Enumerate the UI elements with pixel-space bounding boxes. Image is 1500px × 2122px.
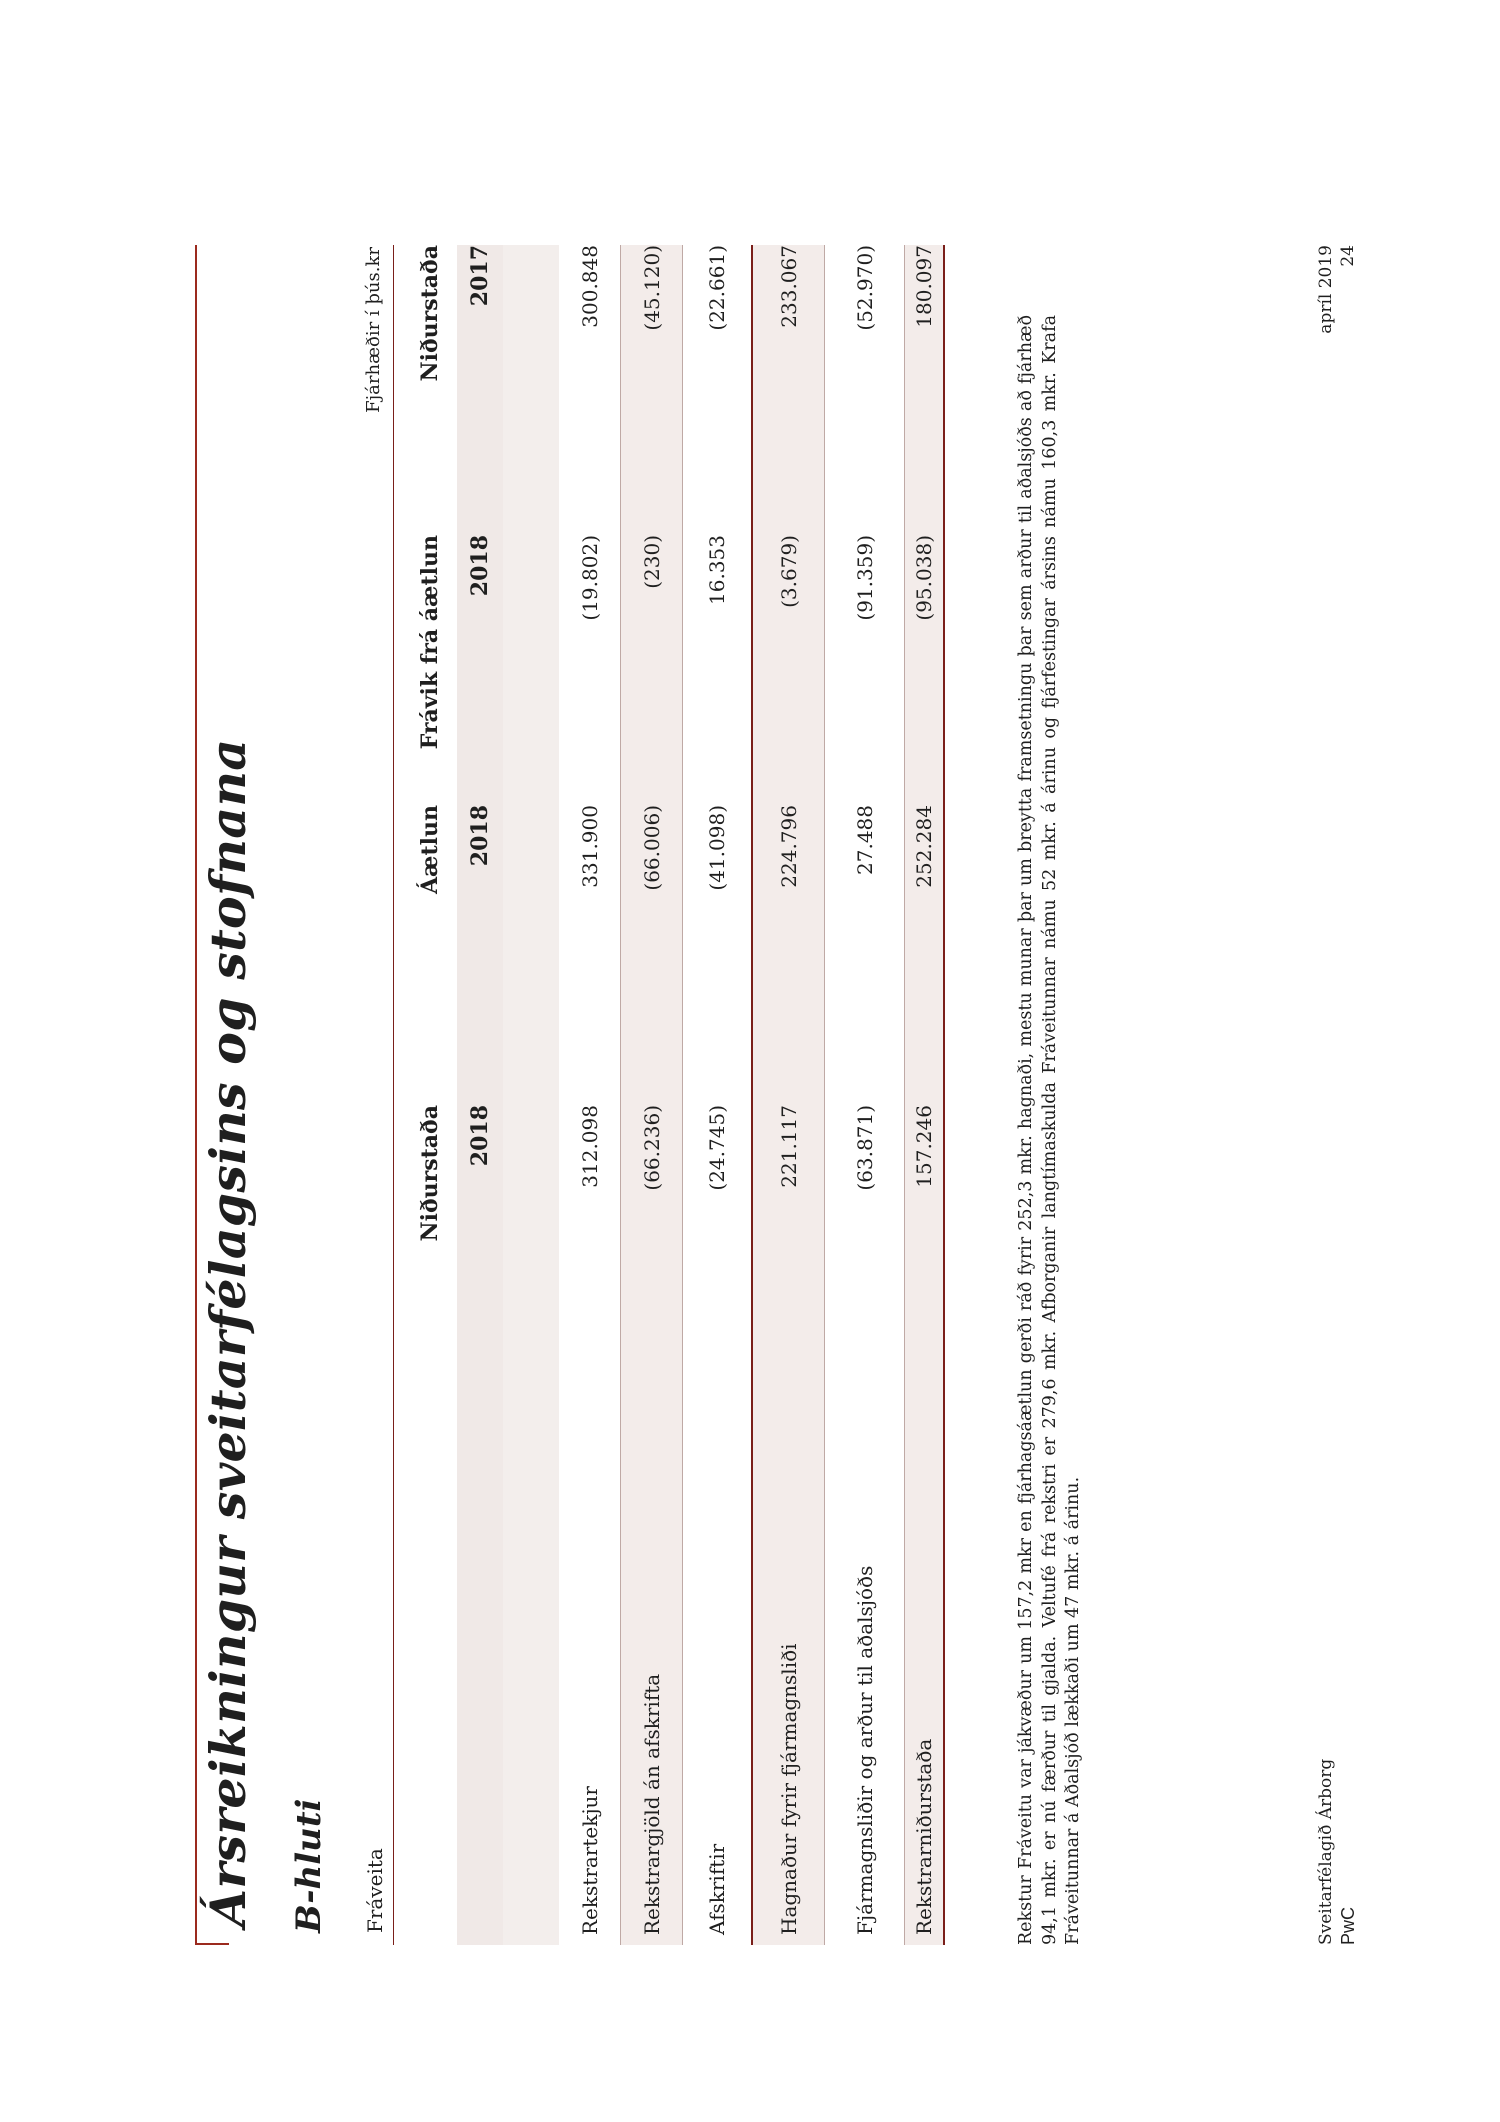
page-number: 24 (1338, 245, 1358, 267)
footer-organization: Sveitarfélagið Árborg (1316, 1758, 1336, 1945)
cell-value: (3.679) (776, 535, 801, 608)
header-fill-band (503, 245, 559, 1945)
cell-value: 224.796 (776, 805, 801, 888)
title-accent-rule (195, 1943, 229, 1945)
page-title: Ársreikningur sveitarfélagsins og stofnana (199, 738, 257, 1927)
cell-value: 331.900 (577, 805, 602, 888)
cell-value: (66.006) (639, 805, 664, 891)
cell-value: 221.117 (776, 1105, 801, 1188)
cell-value: 312.098 (577, 1105, 602, 1188)
commentary-paragraph: Rekstur Fráveitu var jákvæður um 157,2 mkr en fjárhagsáætlun gerði ráð fyrir 252,3 mkr. hagnaði, mestu munar þar um breytta framsetningu þar sem arður til aðalsjóðs að fjárhæð 94,1 mkr. er nú færður til gjalda. Veltufé frá rekstri er 279,6 mkr. Afborganir langtímaskulda Fráveitunnar námu 52 mkr. á árinu og fjárfestingar ársins námu 160,3 mkr. Krafa Fráveitunnar á Aðalsjóð lækkaði um 47 mkr. á árinu. (1016, 315, 1083, 1945)
table-row (825, 245, 905, 1945)
section-subtitle: B-hluti (289, 1798, 329, 1933)
table-row (905, 245, 945, 1945)
cell-value: (22.661) (705, 245, 729, 331)
cell-value: (63.871) (852, 1105, 877, 1191)
table-body (559, 245, 945, 1945)
table-row (683, 245, 753, 1945)
row-label: Rekstrarniðurstaða (912, 1738, 936, 1935)
footer-right (1315, 245, 1359, 334)
company-name: Fráveita (363, 1848, 387, 1933)
column-header-year: 2018 (467, 805, 493, 867)
row-label: Fjármagnsliðir og arður til aðalsjóðs (852, 1565, 877, 1935)
cell-value: 180.097 (912, 245, 936, 328)
cell-value: (45.120) (639, 245, 664, 331)
header-spacer (457, 1545, 503, 1945)
cell-value: 16.353 (705, 535, 729, 605)
title-rule (195, 245, 197, 1945)
row-label: Afskriftir (705, 1843, 729, 1935)
cell-value: 233.067 (776, 245, 801, 328)
column-header-year: 2018 (467, 535, 493, 597)
column-header-group: Niðurstaða (417, 1105, 443, 1242)
cell-value: 157.246 (912, 1105, 936, 1188)
footer-date: apríl 2019 (1316, 245, 1336, 334)
cell-value: (52.970) (852, 245, 877, 331)
cell-value: (24.745) (705, 1105, 729, 1191)
table-row (559, 245, 621, 1945)
cell-value: (41.098) (705, 805, 729, 891)
cell-value: 252.284 (912, 805, 936, 888)
unit-note: Fjárhæðir í þús.kr (363, 247, 384, 413)
cell-value: 27.488 (852, 805, 877, 875)
table-header-years (457, 245, 503, 1945)
column-header-group: Niðurstaða (417, 245, 443, 382)
column-header-year: 2018 (467, 1105, 493, 1167)
cell-value: (91.359) (852, 535, 877, 621)
row-label: Rekstrartekjur (577, 1786, 602, 1935)
table-row (621, 245, 683, 1945)
row-label: Hagnaður fyrir fjármagnsliði (776, 1643, 801, 1935)
cell-value: (19.802) (577, 535, 602, 621)
table-header-groups (407, 245, 451, 1945)
column-header-group: Áætlun (417, 805, 443, 895)
footer-firm: PwC (1338, 1906, 1358, 1945)
cell-value: (230) (639, 535, 664, 589)
table-row (753, 245, 825, 1945)
cell-value: (66.236) (639, 1105, 664, 1191)
column-header-year: 2017 (467, 245, 493, 307)
cell-value: 300.848 (577, 245, 602, 328)
footer-left (1315, 1759, 1359, 1945)
row-label: Rekstrargjöld án afskrifta (639, 1673, 664, 1935)
header-spacer (407, 1545, 451, 1945)
column-header-group: Frávik frá áætlun (417, 535, 443, 750)
table-top-rule (393, 245, 394, 1945)
cell-value: (95.038) (912, 535, 936, 621)
rotated-report-page (195, 245, 1395, 1945)
